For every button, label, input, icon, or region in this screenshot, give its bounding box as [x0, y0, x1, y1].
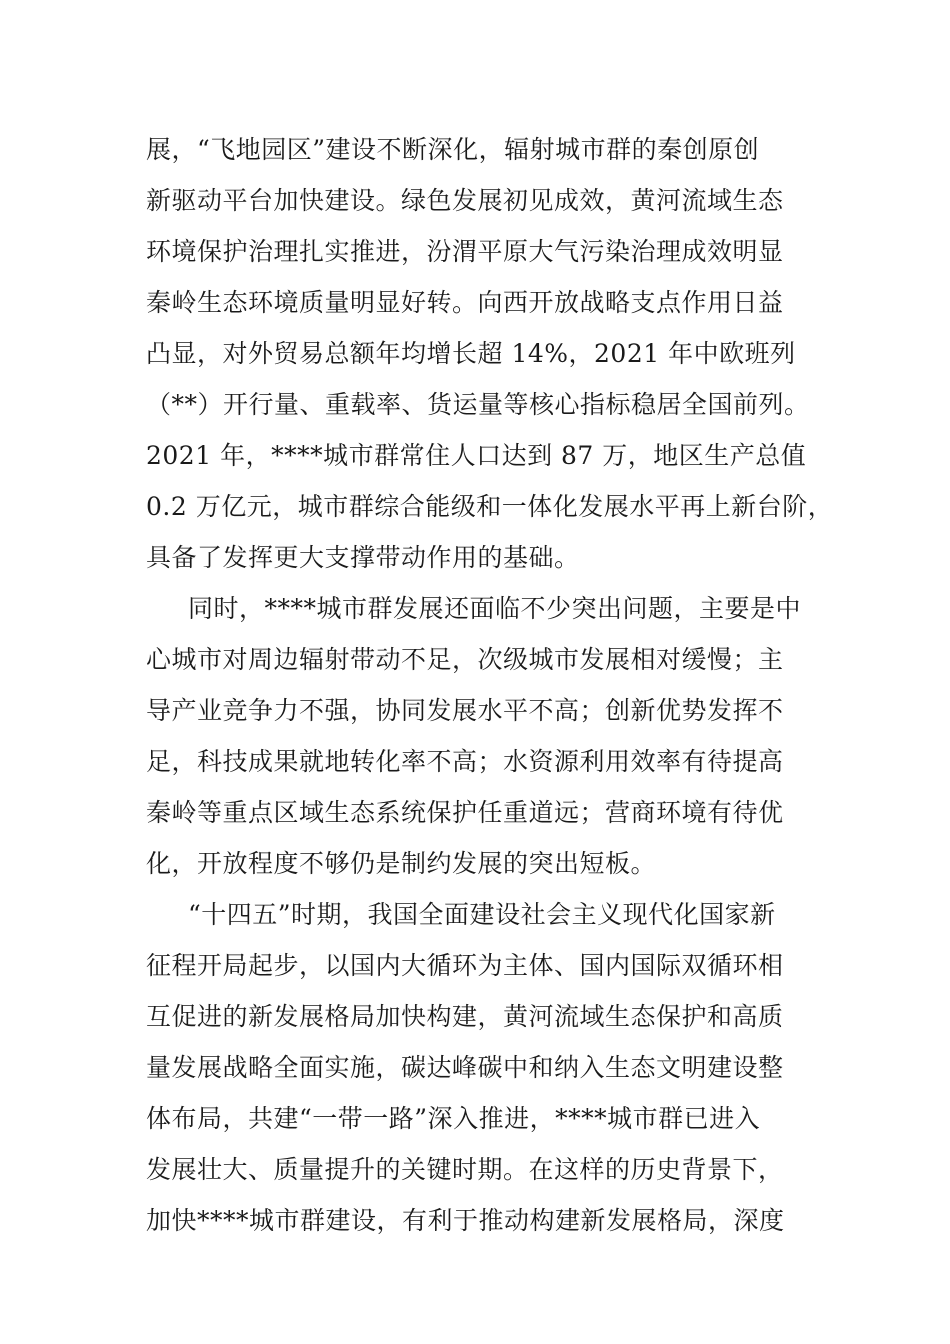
text-line: 量发展战略全面实施，碳达峰碳中和纳入生态文明建设整 — [146, 1053, 784, 1082]
text-line: 加快****城市群建设，有利于推动构建新发展格局，深度 — [146, 1206, 785, 1235]
text-line: 秦岭等重点区域生态系统保护任重道远；营商环境有待优 — [146, 798, 784, 827]
text-line: 新驱动平台加快建设。绿色发展初见成效，黄河流域生态 — [146, 186, 784, 215]
text-line: 展，“飞地园区”建设不断深化，辐射城市群的秦创原创 — [146, 135, 760, 164]
text-line: （**）开行量、重载率、货运量等核心指标稳居全国前列。 — [146, 390, 810, 419]
text-line: 互促进的新发展格局加快构建，黄河流域生态保护和高质 — [146, 1002, 784, 1031]
text-line: 0.2 万亿元，城市群综合能级和一体化发展水平再上新台阶， — [146, 492, 834, 521]
text-line: 心城市对周边辐射带动不足，次级城市发展相对缓慢；主 — [146, 645, 784, 674]
text-line: 征程开局起步，以国内大循环为主体、国内国际双循环相 — [146, 951, 784, 980]
text-line: “十四五”时期，我国全面建设社会主义现代化国家新 — [188, 900, 776, 929]
text-line: 同时，****城市群发展还面临不少突出问题，主要是中 — [188, 594, 802, 623]
text-line: 凸显，对外贸易总额年均增长超 14%，2021 年中欧班列 — [146, 339, 796, 368]
text-line: 发展壮大、质量提升的关键时期。在这样的历史背景下， — [146, 1155, 784, 1184]
text-line: 秦岭生态环境质量明显好转。向西开放战略支点作用日益 — [146, 288, 784, 317]
text-line: 体布局，共建“一带一路”深入推进，****城市群已进入 — [146, 1104, 761, 1133]
text-line: 化，开放程度不够仍是制约发展的突出短板。 — [146, 849, 657, 878]
text-line: 导产业竞争力不强，协同发展水平不高；创新优势发挥不 — [146, 696, 784, 725]
text-line: 环境保护治理扎实推进，汾渭平原大气污染治理成效明显 — [146, 237, 784, 266]
text-line: 2021 年，****城市群常住人口达到 87 万，地区生产总值 — [146, 441, 807, 470]
text-line: 具备了发挥更大支撑带动作用的基础。 — [146, 543, 580, 572]
text-line: 足，科技成果就地转化率不高；水资源利用效率有待提高 — [146, 747, 784, 776]
